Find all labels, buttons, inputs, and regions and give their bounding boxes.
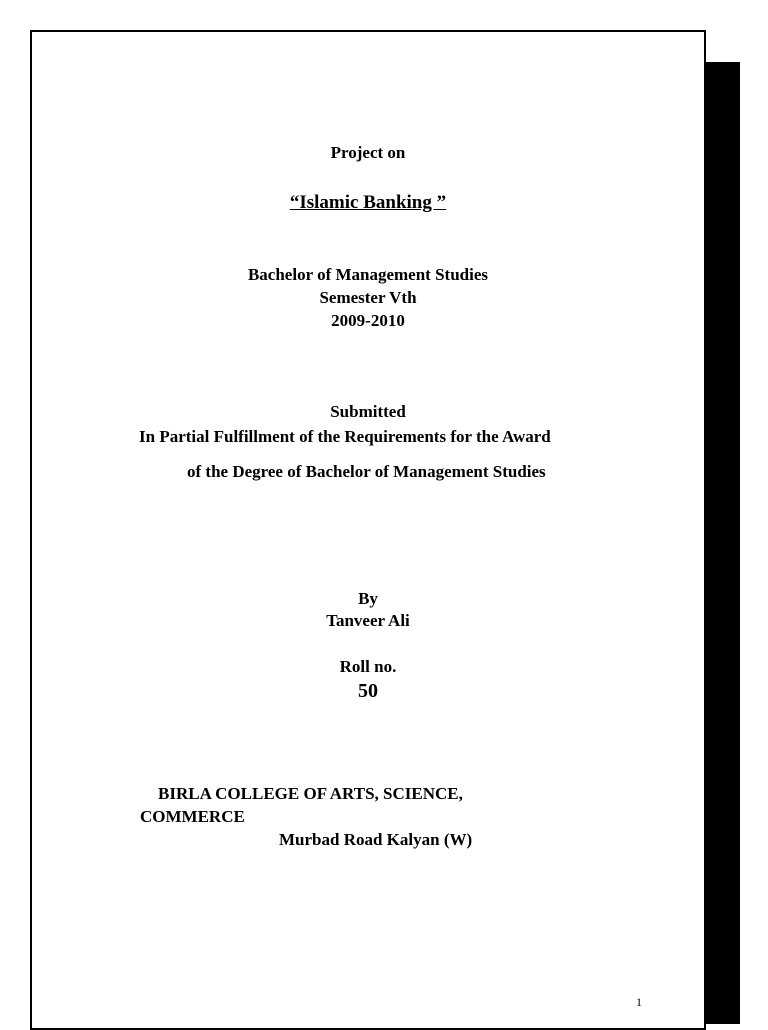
project-title: “Islamic Banking ” (289, 192, 447, 213)
fulfillment-line-2: of the Degree of Bachelor of Management Studies (187, 462, 546, 481)
roll-number: 50 (358, 680, 378, 702)
page-shadow (706, 62, 740, 1024)
degree-name: Bachelor of Management Studies (247, 265, 489, 284)
college-line-2: COMMERCE (140, 807, 245, 826)
semester: Semester Vth (319, 288, 417, 307)
academic-year: 2009-2010 (331, 311, 405, 330)
college-address: Murbad Road Kalyan (W) (279, 830, 473, 849)
by-label: By (358, 589, 378, 608)
document-page (30, 30, 706, 1030)
author-name: Tanveer Ali (326, 611, 410, 630)
submitted-label: Submitted (330, 402, 406, 421)
college-line-1: BIRLA COLLEGE OF ARTS, SCIENCE, (158, 784, 463, 803)
fulfillment-line-1: In Partial Fulfillment of the Requirements for the Award (139, 427, 551, 446)
roll-label: Roll no. (339, 657, 397, 676)
page-number: 1 (636, 995, 642, 1009)
project-on-label: Project on (330, 143, 406, 162)
